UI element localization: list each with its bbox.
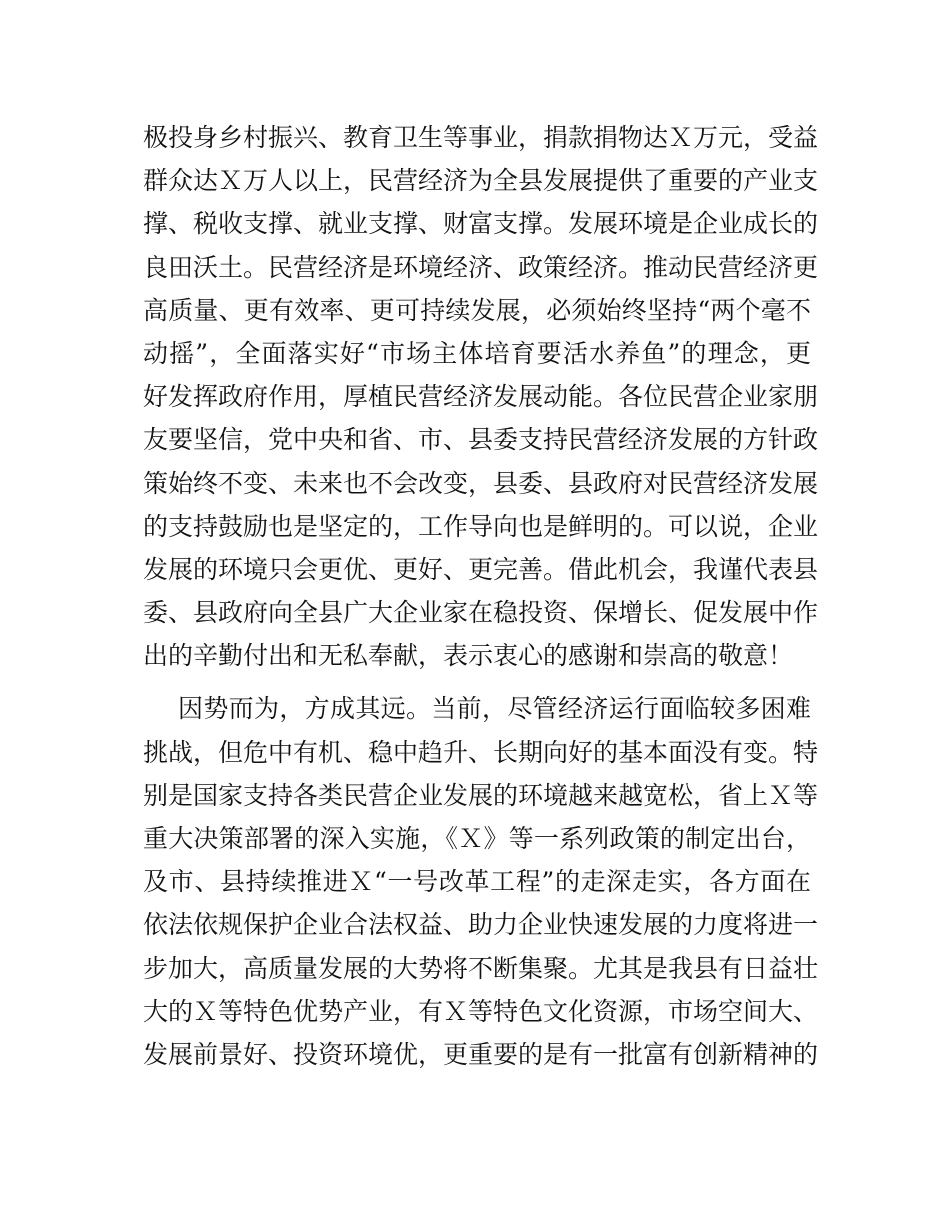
text-line: 及市、县持续推进Ｘ“一号改革工程”的走深走实，各方面在 bbox=[143, 867, 811, 897]
text-line: 依法依规保护企业合法权益、助力企业快速发展的力度将进一 bbox=[143, 910, 819, 940]
paragraph-2 bbox=[143, 687, 819, 1076]
text-line: 的支持鼓励也是坚定的，工作导向也是鲜明的。可以说，企业 bbox=[143, 511, 819, 541]
text-line: 高质量、更有效率、更可持续发展，必须始终坚持“两个毫不 bbox=[143, 295, 811, 325]
text-line: 步加大，高质量发展的大势将不断集聚。尤其是我县有日益壮 bbox=[143, 953, 819, 983]
text-line: 友要坚信，党中央和省、市、县委支持民营经济发展的方针政 bbox=[143, 425, 819, 455]
text-line: 重大决策部署的深入实施，《Ｘ》等一系列政策的制定出台， bbox=[143, 824, 811, 853]
text-line: 发展前景好、投资环境优，更重要的是有一批富有创新精神的 bbox=[143, 1039, 819, 1069]
text-line: 因势而为，方成其远。当前，尽管经济运行面临较多困难 bbox=[178, 694, 811, 724]
text-line: 别是国家支持各类民营企业发展的环境越来越宽松，省上Ｘ等 bbox=[143, 780, 819, 810]
paragraph-1 bbox=[143, 116, 819, 677]
text-line: 策始终不变、未来也不会改变，县委、县政府对民营经济发展 bbox=[143, 468, 819, 498]
text-line: 发展的环境只会更优、更好、更完善。借此机会，我谨代表县 bbox=[143, 554, 819, 584]
text-line: 撑、税收支撑、就业支撑、财富支撑。发展环境是企业成长的 bbox=[143, 209, 819, 239]
text-line: 群众达Ｘ万人以上，民营经济为全县发展提供了重要的产业支 bbox=[143, 166, 819, 196]
text-line: 委、县政府向全县广大企业家在稳投资、保增长、促发展中作 bbox=[143, 598, 819, 628]
document-body bbox=[143, 116, 819, 1076]
text-line: 大的Ｘ等特色优势产业，有Ｘ等特色文化资源，市场空间大、 bbox=[143, 996, 819, 1026]
text-line: 挑战，但危中有机、稳中趋升、长期向好的基本面没有变。特 bbox=[143, 737, 819, 767]
text-line: 动摇”，全面落实好“市场主体培育要活水养鱼”的理念，更 bbox=[143, 338, 811, 368]
text-line: 出的辛勤付出和无私奉献，表示衷心的感谢和崇高的敬意！ bbox=[143, 641, 794, 671]
text-line: 良田沃土。民营经济是环境经济、政策经济。推动民营经济更 bbox=[143, 252, 819, 282]
text-line: 好发挥政府作用，厚植民营经济发展动能。各位民营企业家朋 bbox=[143, 382, 819, 412]
text-line: 极投身乡村振兴、教育卫生等事业，捐款捐物达Ｘ万元，受益 bbox=[143, 123, 819, 152]
